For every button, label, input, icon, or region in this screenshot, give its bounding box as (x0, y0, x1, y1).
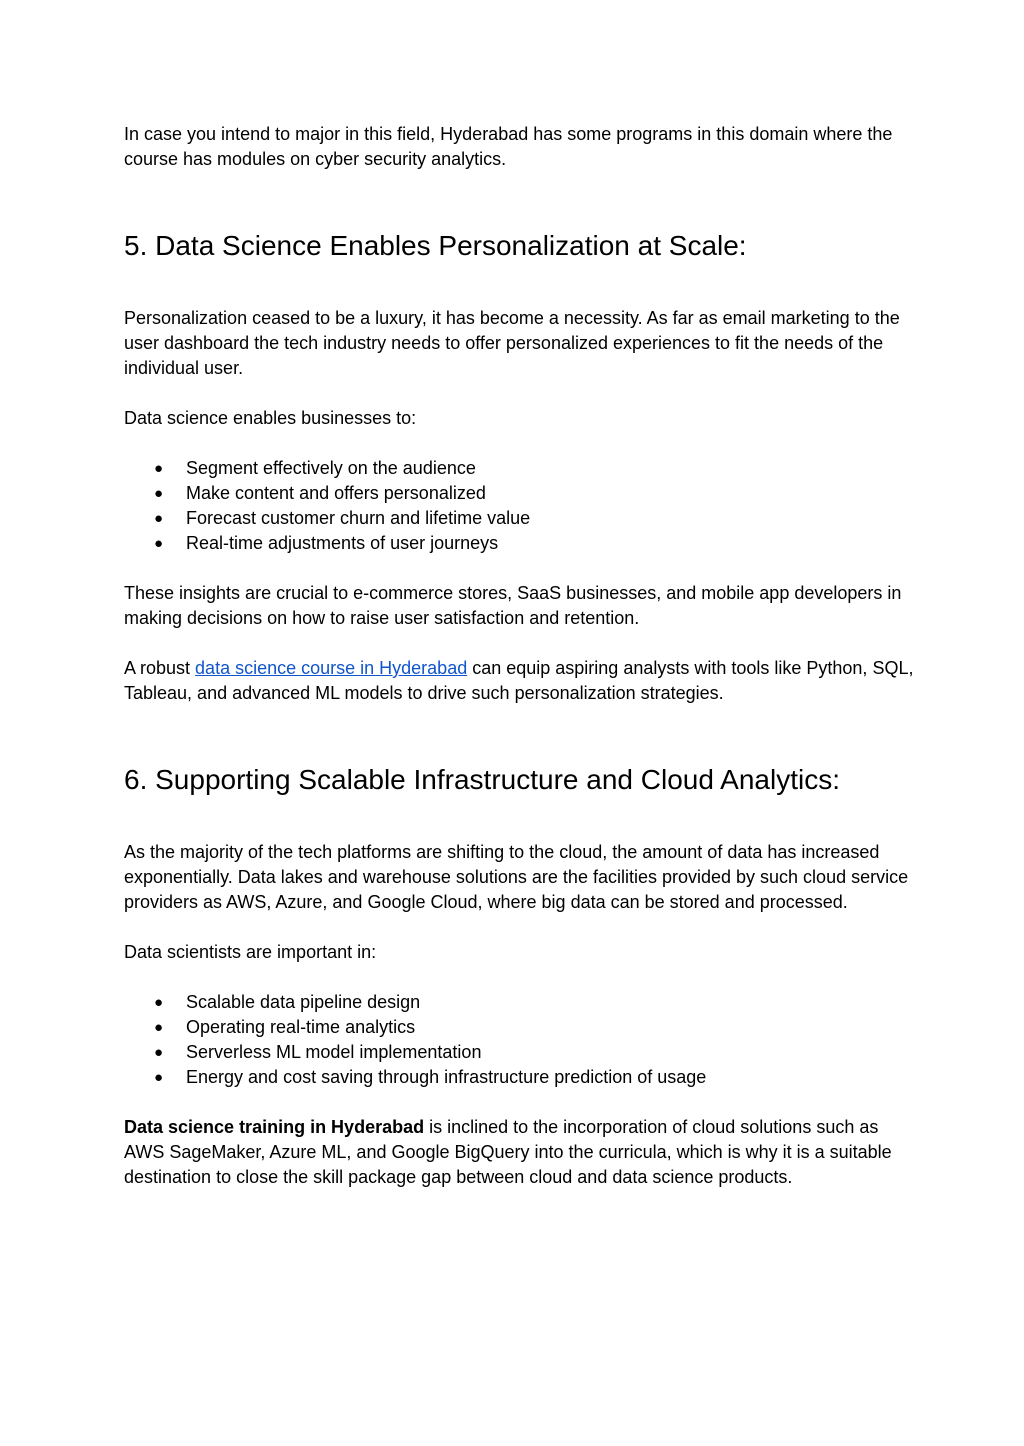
paragraph-text-before-link: A robust (124, 658, 196, 678)
section-6-paragraph-1: As the majority of the tech platforms are shifting to the cloud, the amount of data has increased exponentially. Data lakes and warehouse solutions are the facilities provided by such cloud service providers as AWS, Azure, and Google Cloud, where big data can be stored and processed. (124, 842, 909, 912)
section-6-paragraph-2: Data scientists are important in: (124, 942, 377, 962)
intro-paragraph: In case you intend to major in this field, Hyderabad has some programs in this domain where the course has modules on cyber security analytics. (124, 124, 893, 169)
section-5-bullet-list (124, 456, 914, 556)
paragraph-text: is inclined to the incorporation of cloud solutions such as AWS SageMaker, Azure ML, and Google BigQuery into the curricula, which is why it is a suitable destination to close the skill package gap between cloud and data science products. (124, 1117, 892, 1187)
list-item: ● Make content and offers personalized (124, 481, 914, 506)
list-item: ● Operating real-time analytics (124, 1015, 914, 1040)
section-6-bullet-list (124, 990, 914, 1090)
section-5-heading: 5. Data Science Enables Personalization at Scale: (124, 230, 747, 261)
section-5-paragraph-1: Personalization ceased to be a luxury, it has become a necessity. As far as email marketing to the user dashboard the tech industry needs to offer personalized experiences to fit the needs of the individual user. (124, 308, 900, 378)
list-item: ● Real-time adjustments of user journeys (124, 531, 914, 556)
list-item: ● Forecast customer churn and lifetime value (124, 506, 914, 531)
section-6-paragraph-3 (124, 1115, 914, 1190)
course-link[interactable]: data science course in Hyderabad (195, 658, 468, 678)
section-5-paragraph-4 (124, 656, 914, 706)
list-item: ● Segment effectively on the audience (124, 456, 914, 481)
list-item: ● Serverless ML model implementation (124, 1040, 914, 1065)
section-6-heading: 6. Supporting Scalable Infrastructure and Cloud Analytics: (124, 764, 840, 795)
list-item: ● Scalable data pipeline design (124, 990, 914, 1015)
list-item: ● Energy and cost saving through infrastructure prediction of usage (124, 1065, 914, 1090)
bold-phrase: Data science training in Hyderabad (124, 1117, 425, 1137)
document-page (124, 122, 914, 1190)
section-5-paragraph-3: These insights are crucial to e-commerce stores, SaaS businesses, and mobile app developers in making decisions on how to raise user satisfaction and retention. (124, 583, 902, 628)
section-5-paragraph-2: Data science enables businesses to: (124, 408, 417, 428)
paragraph-text-after-link: can equip aspiring analysts with tools like Python, SQL, Tableau, and advanced ML models to drive such personalization strategies. (124, 658, 914, 703)
